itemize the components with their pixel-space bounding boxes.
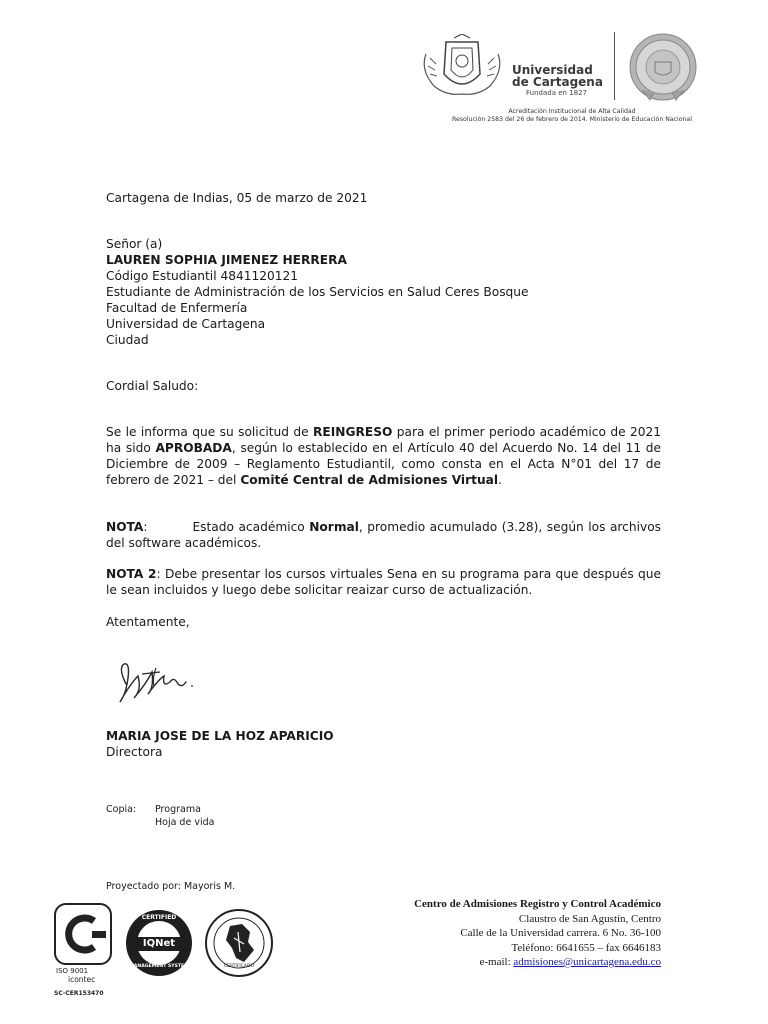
nota-text-2: , promedio acumulado (3.28), según los archivos del software académicos. (106, 520, 665, 550)
copy-item: Programa (155, 804, 201, 815)
student-code: Código Estudiantil 4841120121 (106, 269, 298, 283)
nota2-text: : Debe presentar los cursos virtuales Sena en su programa para que después que le sean incluidos y luego debe solicitar reaizar curso de actualización. (106, 567, 661, 597)
address-line-2: Calle de la Universidad carrera. 6 No. 36-100 (460, 927, 661, 939)
handwritten-signature (112, 654, 202, 714)
footer-contact (414, 897, 661, 970)
icontec-logo (54, 903, 112, 1003)
center-name: Centro de Admisiones Registro y Control Académico (414, 898, 661, 910)
recipient-city: Ciudad (106, 333, 149, 347)
nota-paragraph (106, 519, 665, 551)
iqnet-brand: IQNet (142, 938, 176, 949)
icontec-code: SC-CER153470 (54, 990, 104, 997)
letterhead (410, 28, 710, 128)
accreditation-seal-icon (628, 32, 698, 102)
body-text-3: , según lo establecido en el Artículo 40 del Acuerdo No. 14 del 11 de Diciembre de 2009 – Reglamento Estudiantil, como consta en el Acta N°01 del 17 de febrero de 2021 – del (106, 441, 661, 487)
iqnet-bottom-text: MANAGEMENT SYSTEM (129, 964, 189, 969)
date-line: Cartagena de Indias, 05 de marzo de 2021 (106, 191, 368, 205)
body-text-4: . (498, 473, 502, 487)
accreditation-line1: Acreditación Institucional de Alta Calidad (508, 108, 636, 115)
projected-by: Proyectado por: Mayoris M. (106, 881, 236, 892)
accreditation-text (434, 108, 710, 124)
nota2-paragraph (106, 566, 661, 598)
iqnet-top-text: CERTIFIED (141, 914, 177, 921)
email-line (414, 955, 661, 970)
aprobada-text: APROBADA (155, 441, 232, 455)
recipient-university: Universidad de Cartagena (106, 317, 266, 331)
closing: Atentamente, (106, 615, 190, 629)
email-link[interactable]: admisiones@unicartagena.edu.co (513, 956, 661, 968)
icontec-brand: icontec (68, 975, 96, 984)
recipient-name: LAUREN SOPHIA JIMENEZ HERRERA (106, 253, 347, 267)
recipient-block (106, 236, 529, 348)
university-name (512, 64, 603, 88)
signer-name: MARIA JOSE DE LA HOZ APARICIO (106, 729, 334, 743)
founded-text: Fundada en 1827 (526, 89, 587, 97)
nota-normal: Normal (309, 520, 359, 534)
university-name-line2: de Cartagena (512, 75, 603, 89)
faculty: Facultad de Enfermería (106, 301, 248, 315)
body-text-1: Se le informa que su solicitud de (106, 425, 314, 439)
accreditation-line2: Resolución 2583 del 26 de febrero de 2014. Ministerio de Educación Nacional (452, 116, 692, 123)
committee-name: Comité Central de Admisiones Virtual (240, 473, 499, 487)
copy-label: Copia: (106, 804, 137, 815)
address-line-1: Claustro de San Agustín, Centro (518, 912, 661, 925)
nota-label: NOTA (106, 520, 144, 534)
body-paragraph (106, 424, 661, 488)
copy-item: Hoja de vida (155, 817, 215, 828)
iso-label: ISO 9001 (56, 967, 89, 975)
body-text-2: para el primer periodo académico de 2021 ha sido (106, 425, 661, 455)
third-seal-text: CERTIFICADO (223, 964, 254, 969)
greeting: Cordial Saludo: (106, 379, 199, 393)
reingreso-text: REINGRESO (313, 425, 393, 439)
header-divider (614, 32, 615, 100)
signer-title: Directora (106, 745, 163, 759)
icontec-mark (54, 903, 112, 965)
coat-of-arms-logo (416, 34, 508, 100)
nota-text-1: : Estado académico (143, 520, 310, 534)
university-name-line1: Universidad (512, 63, 593, 77)
copy-list (155, 803, 214, 829)
email-label: e-mail: (479, 956, 514, 968)
icontec-c-icon (56, 905, 110, 963)
third-seal-logo (204, 908, 274, 978)
salutation-prefix: Señor (a) (106, 237, 163, 251)
phone-line: Teléfono: 6641655 – fax 6646183 (511, 941, 661, 954)
iqnet-logo (124, 908, 194, 978)
student-program: Estudiante de Administración de los Servicios en Salud Ceres Bosque (106, 285, 529, 299)
nota2-label: NOTA 2 (106, 567, 157, 581)
